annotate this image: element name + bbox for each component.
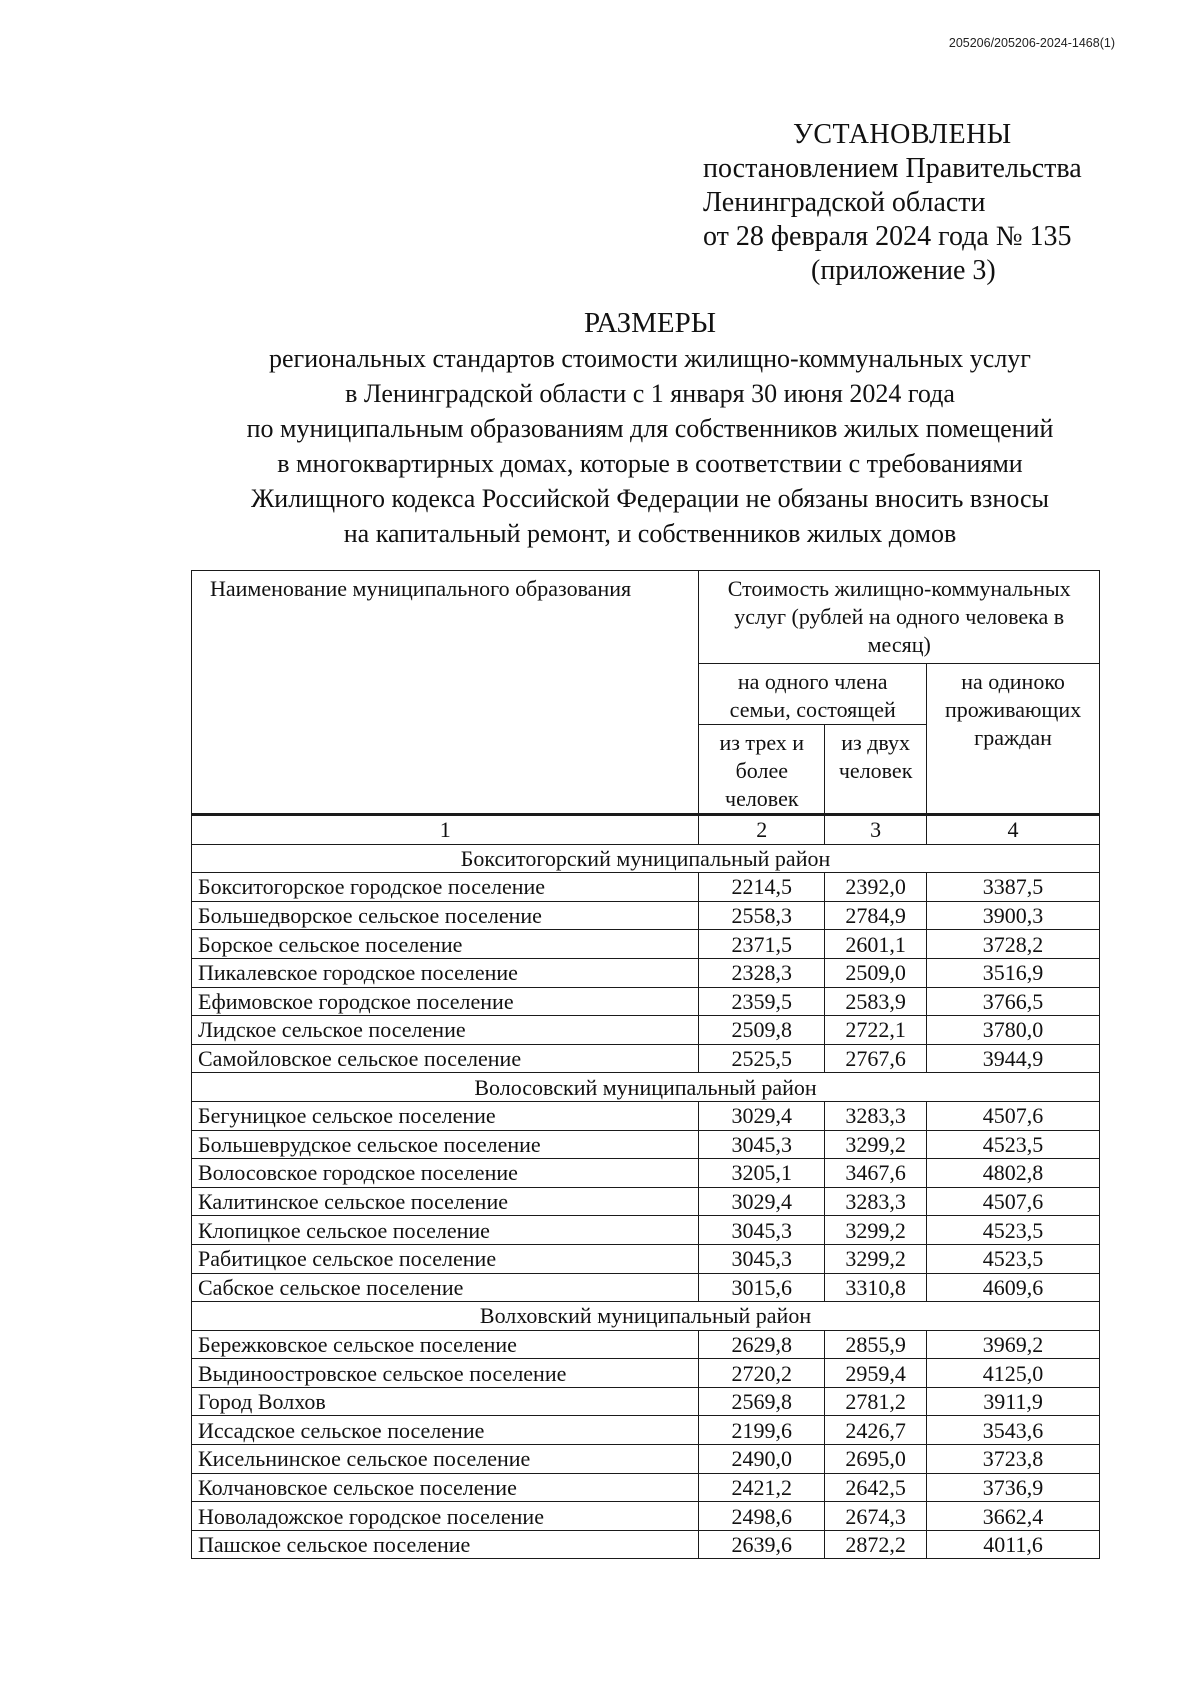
table-header-row (192, 571, 1100, 664)
heading-line: в Ленинградской области с 1 января 30 июня 2024 года (345, 379, 955, 408)
heading-line: по муниципальным образованиям для собственников жилых помещений (246, 414, 1054, 443)
header-cost: Стоимость жилищно-коммунальных услуг (рублей на одного человека в месяц) (699, 571, 1100, 664)
cost-three-plus: 2639,6 (699, 1530, 825, 1559)
table-row (192, 1130, 1100, 1159)
settlement-name: Бегуницкое сельское поселение (192, 1101, 699, 1130)
cost-two: 3299,2 (825, 1216, 927, 1245)
cost-single: 4507,6 (927, 1187, 1100, 1216)
settlement-name: Борское сельское поселение (192, 930, 699, 959)
cost-two: 3467,6 (825, 1159, 927, 1188)
cost-single: 4011,6 (927, 1530, 1100, 1559)
district-name: Волховский муниципальный район (192, 1302, 1100, 1331)
table-row (192, 1273, 1100, 1302)
settlement-name: Калитинское сельское поселение (192, 1187, 699, 1216)
table-row (192, 1187, 1100, 1216)
header-three-plus: из трех и более человек (699, 725, 825, 815)
cost-three-plus: 3045,3 (699, 1244, 825, 1273)
cost-two: 2509,0 (825, 958, 927, 987)
settlement-name: Колчановское сельское поселение (192, 1473, 699, 1502)
cost-single: 4507,6 (927, 1101, 1100, 1130)
cost-three-plus: 2629,8 (699, 1330, 825, 1359)
cost-two: 2583,9 (825, 987, 927, 1016)
settlement-name: Бокситогорское городское поселение (192, 873, 699, 902)
cost-single: 3780,0 (927, 1016, 1100, 1045)
cost-three-plus: 2371,5 (699, 930, 825, 959)
approval-line: от 28 февраля 2024 года № 135 (703, 221, 1072, 252)
cost-single: 3543,6 (927, 1416, 1100, 1445)
settlement-name: Клопицкое сельское поселение (192, 1216, 699, 1245)
cost-table (191, 570, 1100, 1559)
column-index: 3 (825, 815, 927, 845)
cost-two: 2959,4 (825, 1359, 927, 1388)
cost-three-plus: 3045,3 (699, 1130, 825, 1159)
settlement-name: Выдиноостровское сельское поселение (192, 1359, 699, 1388)
cost-three-plus: 2498,6 (699, 1502, 825, 1531)
settlement-name: Иссадское сельское поселение (192, 1416, 699, 1445)
settlement-name: Большедворское сельское поселение (192, 901, 699, 930)
cost-single: 4523,5 (927, 1130, 1100, 1159)
table-row (192, 1387, 1100, 1416)
table-row (192, 873, 1100, 902)
column-index: 4 (927, 815, 1100, 845)
settlement-name: Кисельнинское сельское поселение (192, 1445, 699, 1474)
cost-three-plus: 2558,3 (699, 901, 825, 930)
table-row (192, 930, 1100, 959)
table-row (192, 1159, 1100, 1188)
cost-single: 3728,2 (927, 930, 1100, 959)
cost-single: 3900,3 (927, 901, 1100, 930)
cost-single: 4523,5 (927, 1244, 1100, 1273)
table-row (192, 901, 1100, 930)
cost-three-plus: 2214,5 (699, 873, 825, 902)
table-row (192, 987, 1100, 1016)
heading-line: в многоквартирных домах, которые в соответствии с требованиями (277, 449, 1023, 478)
cost-three-plus: 2421,2 (699, 1473, 825, 1502)
approval-line: Ленинградской области (703, 187, 986, 218)
cost-single: 3516,9 (927, 958, 1100, 987)
cost-three-plus: 2199,6 (699, 1416, 825, 1445)
district-name: Бокситогорский муниципальный район (192, 844, 1100, 873)
settlement-name: Пашское сельское поселение (192, 1530, 699, 1559)
cost-single: 4523,5 (927, 1216, 1100, 1245)
cost-two: 2855,9 (825, 1330, 927, 1359)
cost-three-plus: 3205,1 (699, 1159, 825, 1188)
table-row (192, 1101, 1100, 1130)
cost-single: 3662,4 (927, 1502, 1100, 1531)
cost-three-plus: 3029,4 (699, 1187, 825, 1216)
heading-line: на капитальный ремонт, и собственников жилых домов (343, 519, 957, 548)
cost-single: 3911,9 (927, 1387, 1100, 1416)
settlement-name: Волосовское городское поселение (192, 1159, 699, 1188)
cost-single: 4802,8 (927, 1159, 1100, 1188)
settlement-name: Самойловское сельское поселение (192, 1044, 699, 1073)
cost-single: 3944,9 (927, 1044, 1100, 1073)
cost-three-plus: 2525,5 (699, 1044, 825, 1073)
cost-three-plus: 2328,3 (699, 958, 825, 987)
column-index: 1 (192, 815, 699, 845)
cost-two: 2767,6 (825, 1044, 927, 1073)
settlement-name: Рабитицкое сельское поселение (192, 1244, 699, 1273)
cost-three-plus: 3015,6 (699, 1273, 825, 1302)
cost-single: 3766,5 (927, 987, 1100, 1016)
cost-single: 3736,9 (927, 1473, 1100, 1502)
cost-two: 2642,5 (825, 1473, 927, 1502)
cost-two: 3283,3 (825, 1101, 927, 1130)
cost-three-plus: 2490,0 (699, 1445, 825, 1474)
cost-two: 2784,9 (825, 901, 927, 930)
header-name: Наименование муниципального образования (192, 571, 699, 815)
settlement-name: Новоладожское городское поселение (192, 1502, 699, 1531)
cost-single: 4125,0 (927, 1359, 1100, 1388)
cost-three-plus: 2720,2 (699, 1359, 825, 1388)
cost-two: 2781,2 (825, 1387, 927, 1416)
cost-two: 2872,2 (825, 1530, 927, 1559)
cost-single: 3723,8 (927, 1445, 1100, 1474)
cost-three-plus: 2509,8 (699, 1016, 825, 1045)
document-id: 205206/205206-2024-1468(1) (948, 36, 1115, 50)
cost-two: 2674,3 (825, 1502, 927, 1531)
table-row (192, 1445, 1100, 1474)
table-row (192, 1530, 1100, 1559)
heading-line: Жилищного кодекса Российской Федерации не обязаны вносить взносы (250, 484, 1049, 513)
table-row (192, 1502, 1100, 1531)
cost-two: 2426,7 (825, 1416, 927, 1445)
settlement-name: Большеврудское сельское поселение (192, 1130, 699, 1159)
cost-single: 3969,2 (927, 1330, 1100, 1359)
settlement-name: Лидское сельское поселение (192, 1016, 699, 1045)
district-name: Волосовский муниципальный район (192, 1073, 1100, 1102)
cost-two: 2392,0 (825, 873, 927, 902)
cost-two: 3310,8 (825, 1273, 927, 1302)
column-index: 2 (699, 815, 825, 845)
table-row (192, 1244, 1100, 1273)
table-row (192, 1473, 1100, 1502)
cost-two: 2722,1 (825, 1016, 927, 1045)
document-heading (0, 306, 1200, 551)
table-row (192, 1359, 1100, 1388)
approval-appendix: (приложение 3) (811, 255, 996, 286)
settlement-name: Ефимовское городское поселение (192, 987, 699, 1016)
settlement-name: Бережковское сельское поселение (192, 1330, 699, 1359)
cost-single: 3387,5 (927, 873, 1100, 902)
cost-three-plus: 2359,5 (699, 987, 825, 1016)
header-single: на одиноко проживающих граждан (927, 664, 1100, 815)
district-row (192, 844, 1100, 873)
cost-two: 2601,1 (825, 930, 927, 959)
settlement-name: Пикалевское городское поселение (192, 958, 699, 987)
approval-title: УСТАНОВЛЕНЫ (793, 119, 1012, 150)
table-row (192, 1044, 1100, 1073)
heading-title: РАЗМЕРЫ (583, 307, 717, 339)
table-row (192, 1330, 1100, 1359)
approval-line: постановлением Правительства (703, 153, 1082, 184)
table-row (192, 1216, 1100, 1245)
table-row (192, 1416, 1100, 1445)
cost-two: 3299,2 (825, 1130, 927, 1159)
cost-two: 3299,2 (825, 1244, 927, 1273)
settlement-name: Сабское сельское поселение (192, 1273, 699, 1302)
cost-single: 4609,6 (927, 1273, 1100, 1302)
approval-block (703, 118, 1082, 288)
cost-three-plus: 2569,8 (699, 1387, 825, 1416)
cost-three-plus: 3045,3 (699, 1216, 825, 1245)
district-row (192, 1302, 1100, 1331)
header-per-member: на одного члена семьи, состоящей (699, 664, 927, 725)
table-row (192, 1016, 1100, 1045)
table-row (192, 958, 1100, 987)
column-index-row (192, 815, 1100, 845)
cost-two: 2695,0 (825, 1445, 927, 1474)
header-two: из двух человек (825, 725, 927, 815)
settlement-name: Город Волхов (192, 1387, 699, 1416)
heading-line: региональных стандартов стоимости жилищно-коммунальных услуг (269, 344, 1031, 373)
district-row (192, 1073, 1100, 1102)
cost-two: 3283,3 (825, 1187, 927, 1216)
cost-three-plus: 3029,4 (699, 1101, 825, 1130)
